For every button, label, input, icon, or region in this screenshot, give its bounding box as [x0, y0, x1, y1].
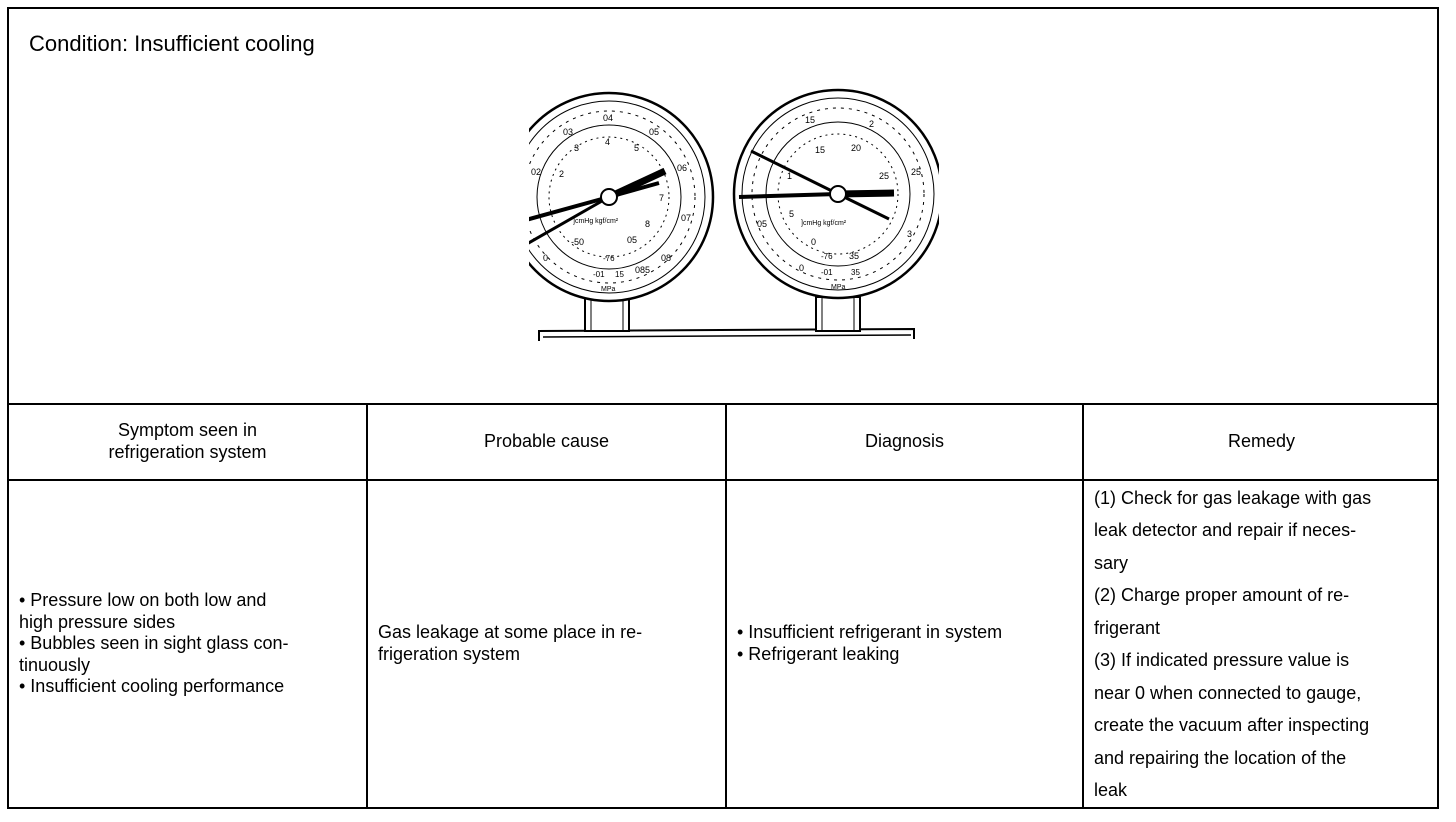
- high-gauge-stem: [816, 297, 860, 331]
- high-mpa-label: MPa: [831, 284, 846, 291]
- high-bottom-label: -01: [821, 268, 833, 277]
- low-inner-tick: 5: [634, 143, 640, 153]
- low-inner-tick: 7: [659, 193, 665, 203]
- high-bottom-label: -76: [821, 252, 833, 261]
- high-pressure-gauge: [734, 90, 939, 298]
- high-inner-tick: 5: [789, 209, 795, 219]
- low-outer-tick: 06: [677, 163, 688, 173]
- manifold-gauge-illustration: [529, 79, 939, 349]
- symptom-cell: • Pressure low on both low and high pressure sides • Bubbles seen in sight glass con- tinuously • Insufficient cooling performance: [19, 590, 289, 697]
- low-inner-tick: 8: [645, 219, 651, 229]
- low-inner-tick: -50: [571, 237, 585, 247]
- low-bottom-label: -76: [603, 254, 615, 263]
- condition-section: [9, 9, 1437, 405]
- low-outer-tick: 03: [563, 127, 574, 137]
- high-outer-tick: 2: [869, 119, 875, 129]
- low-outer-tick: 08: [661, 253, 672, 263]
- high-inner-tick: 0: [811, 237, 817, 247]
- low-outer-tick: 0: [543, 253, 549, 263]
- high-inner-tick: 25: [879, 171, 890, 181]
- low-outer-tick: 05: [649, 127, 660, 137]
- high-outer-tick: 15: [805, 115, 816, 125]
- header-symptom: Symptom seen in refrigeration system: [108, 420, 267, 462]
- low-outer-tick: 02: [531, 167, 542, 177]
- table-header-row: [9, 405, 1437, 481]
- high-outer-tick: 05: [757, 219, 768, 229]
- low-outer-tick: 07: [681, 213, 692, 223]
- low-bottom-label: -01: [593, 270, 605, 279]
- header-diagnosis: Diagnosis: [864, 431, 945, 452]
- high-inner-tick: 15: [815, 145, 826, 155]
- low-outer-tick: 04: [603, 113, 614, 123]
- high-inner-tick: 20: [851, 143, 862, 153]
- troubleshooting-table: [7, 7, 1439, 809]
- low-unit-label: ]cmHg kgf/cm²: [573, 218, 619, 225]
- high-bottom-label: 35: [851, 268, 860, 277]
- high-inner-tick: 1: [787, 171, 793, 181]
- remedy-cell: (1) Check for gas leakage with gas leak detector and repair if neces- sary (2) Charge proper amount of re- frigerant (3) If indicated pressure value is near 0 when connected to gauge, create the vacuum after inspecting and repairing the location of the leak: [1094, 487, 1372, 800]
- high-inner-tick: 35: [849, 251, 860, 261]
- low-inner-tick: 2: [559, 169, 565, 179]
- header-probable-cause: Probable cause: [483, 431, 610, 452]
- table-row: [9, 481, 1437, 807]
- low-outer-tick: 085: [635, 265, 651, 275]
- header-remedy: Remedy: [1227, 431, 1296, 452]
- high-outer-tick: 25: [911, 167, 922, 177]
- high-unit-label: ]cmHg kgf/cm²: [801, 220, 847, 227]
- low-pressure-gauge: [529, 93, 713, 301]
- high-outer-tick: 0: [799, 263, 805, 273]
- condition-title: Condition: Insufficient cooling: [29, 31, 315, 56]
- diagnosis-cell: • Insufficient refrigerant in system • Refrigerant leaking: [737, 622, 1003, 664]
- probable-cause-cell: Gas leakage at some place in re- frigeration system: [378, 622, 643, 664]
- low-inner-tick: 3: [574, 143, 580, 153]
- high-outer-tick: 3: [907, 229, 913, 239]
- low-bottom-label: 15: [615, 270, 624, 279]
- low-inner-tick: 05: [627, 235, 638, 245]
- low-mpa-label: MPa: [601, 286, 616, 293]
- low-inner-tick: 4: [605, 137, 611, 147]
